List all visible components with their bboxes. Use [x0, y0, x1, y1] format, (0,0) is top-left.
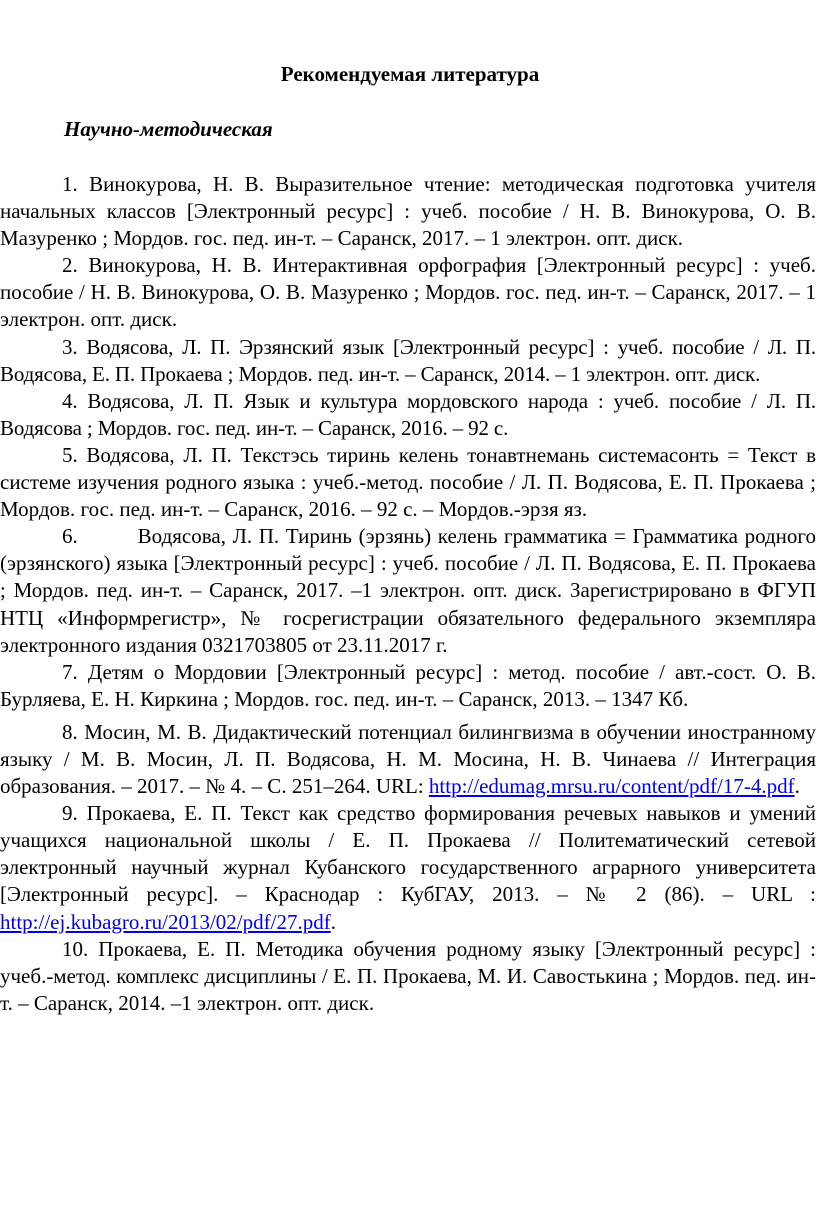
reference-number: 9. — [62, 801, 78, 826]
reference-item — [0, 523, 816, 658]
reference-text: Водясова, Л. П. Эрзянский язык [Электронный ресурс] : учеб. пособие / Л. П. Водясова, Е. П. Прокаева ; Мордов. пед. ин-т. – Саранск, 2014. – 1 электрон. опт. диск. — [0, 334, 816, 386]
reference-number: 5. — [62, 442, 78, 467]
reference-text: Водясова, Л. П. Язык и культура мордовского народа : учеб. пособие / Л. П. Водясова ; Мордов. гос. пед. ин-т. – Саранск, 2016. – 92 с. — [0, 388, 816, 440]
section-heading: Научно-методическая — [64, 117, 273, 141]
reference-item — [0, 252, 816, 333]
reference-link[interactable]: http://ej.kubagro.ru/2013/02/pdf/27.pdf — [0, 909, 331, 934]
reference-number: 7. — [62, 659, 78, 684]
reference-item — [0, 719, 816, 800]
reference-number: 8. — [62, 719, 78, 744]
reference-item — [0, 442, 816, 523]
reference-text: Водясова, Л. П. Текстэсь тиринь келень тонавтнемань системасонть = Текст в системе изучения родного языка : учеб.-метод. пособие / Л. П. Водясова, Е. П. Прокаева ; Мордов. гос. пед. ин-т. – Саранск, 2016. – 92 с. – Мордов.-эрзя яз. — [0, 442, 816, 522]
reference-text: Прокаева, Е. П. Методика обучения родному языку [Электронный ресурс] : учеб.-метод. комплекс дисциплины / Е. П. Прокаева, М. И. Савостькина ; Мордов. пед. ин-т. – Саранск, 2014. –1 электрон. опт. диск. — [0, 936, 816, 1015]
reference-number: 6. — [62, 524, 78, 549]
reference-after: . — [794, 774, 800, 799]
reference-number: 10. — [62, 936, 89, 961]
reference-text: Винокурова, Н. В. Интерактивная орфография [Электронный ресурс] : учеб. пособие / Н. В. Винокурова, О. В. Мазуренко ; Мордов. гос. пед. ин-т. – Саранск, 2017. – 1 электрон. опт. диск. — [0, 253, 816, 332]
reference-text: Винокурова, Н. В. Выразительное чтение: методическая подготовка учителя начальных классов [Электронный ресурс] : учеб. пособие / Н. В. Винокурова, О. В. Мазуренко ; Мордов. гос. пед. ин-т. – Саранск, 2017. – 1 электрон. опт. диск. — [0, 172, 816, 251]
reference-text: Прокаева, Е. П. Текст как средство формирования речевых навыков и умений учащихся национальной школы / Е. П. Прокаева // Политематический сетевой электронный научный журнал Кубанского государственного аграрного университета [Электронный ресурс]. – Краснодар : КубГАУ, 2013. – № 2 (86). – URL : — [0, 801, 816, 907]
reference-text: Мосин, М. В. Дидактический потенциал билингвизма в обучении иностранному языку / М. В. Мосин, Л. П. Водясова, Н. М. Мосина, Н. В. Чинаева // Интеграция образования. – 2017. – № 4. – С. 251–264. URL: — [0, 719, 816, 799]
page-title: Рекомендуемая литература — [280, 62, 540, 86]
reference-item — [0, 334, 816, 388]
reference-after: . — [330, 909, 336, 934]
reference-item — [0, 936, 816, 1017]
reference-item — [0, 659, 816, 713]
reference-text: Водясова, Л. П. Тиринь (эрзянь) келень грамматика = Грамматика родного (эрзянского) языка [Электронный ресурс] : учеб. пособие / Л. П. Водясова, Е. П. Прокаева ; Мордов. пед. ин-т. – Саранск, 2017. –1 электрон. опт. диск. Зарегистрировано в ФГУП НТЦ «Информрегистр», № госрегистрации обязательного федерального экземпляра электронного издания 0321703805 от 23.11.2017 г. — [0, 524, 816, 657]
reference-item — [0, 388, 816, 442]
reference-number: 2. — [62, 253, 78, 278]
reference-number: 4. — [62, 388, 78, 413]
reference-number: 3. — [62, 334, 78, 359]
reference-number: 1. — [62, 172, 78, 196]
reference-item — [0, 171, 816, 252]
reference-item — [0, 800, 816, 935]
reference-link[interactable]: http://edumag.mrsu.ru/content/pdf/17-4.pdf — [428, 774, 795, 799]
reference-list — [0, 171, 816, 1017]
reference-text: Детям о Мордовии [Электронный ресурс] : метод. пособие / авт.-сост. О. В. Бурляева, Е. Н. Киркина ; Мордов. гос. пед. ин-т. – Саранск, 2013. – 1347 Кб. — [0, 659, 816, 711]
